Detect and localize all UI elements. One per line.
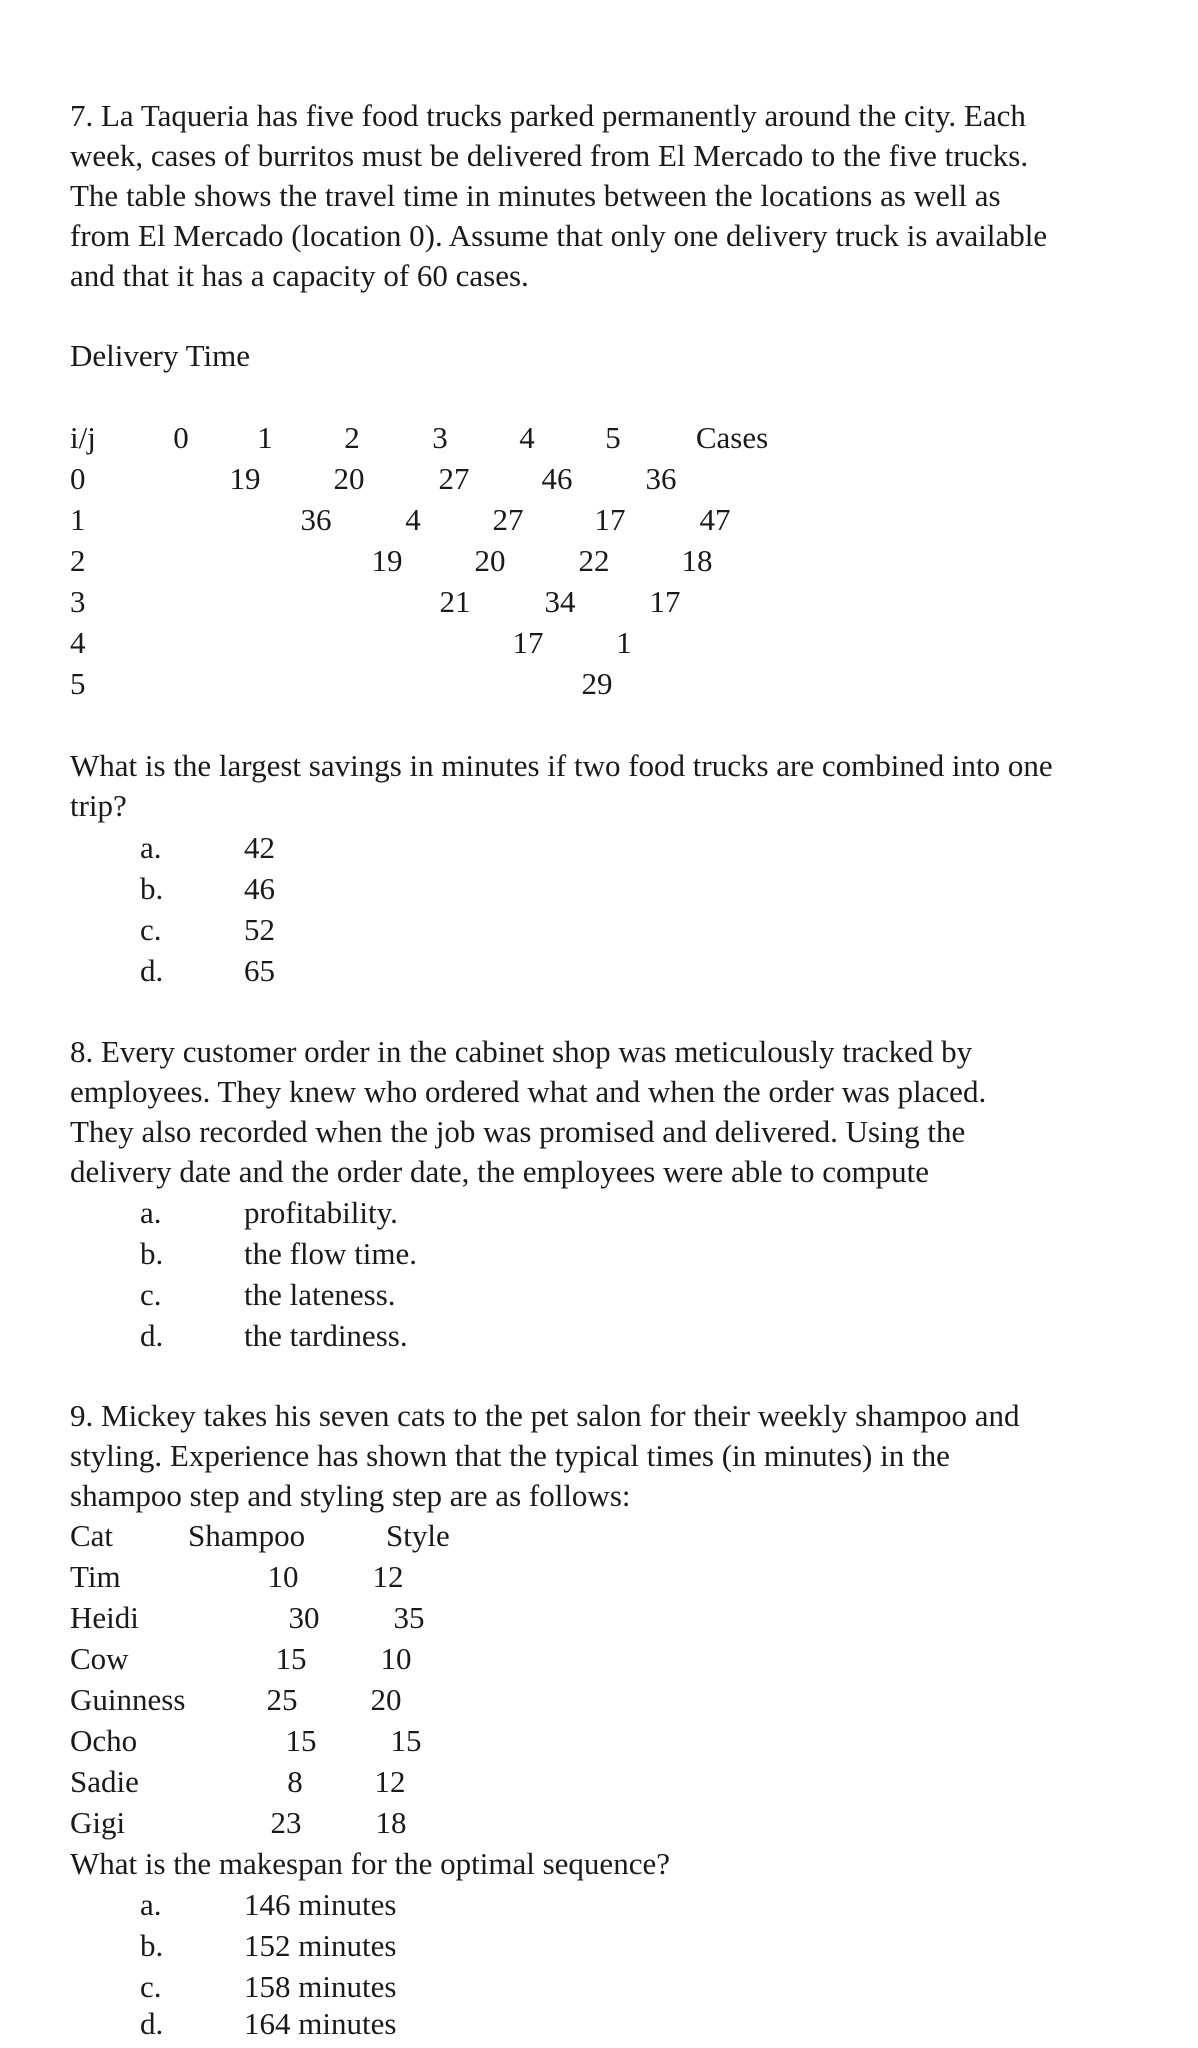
table-row-label: 5 bbox=[70, 666, 86, 701]
q8-line: They also recorded when the job was promised and delivered. Using the bbox=[70, 1114, 966, 1149]
option-text: 152 minutes bbox=[244, 1928, 397, 1963]
table-row-label: 2 bbox=[70, 543, 86, 578]
table-header-cell: 3 bbox=[432, 420, 448, 455]
cat-name: Tim bbox=[70, 1559, 121, 1594]
option-letter: a. bbox=[140, 830, 162, 865]
table-cell: 36 bbox=[645, 461, 677, 496]
table-header-cell: 2 bbox=[344, 420, 360, 455]
cat-style-time: 12 bbox=[374, 1764, 406, 1799]
table-cell: 17 bbox=[594, 502, 626, 537]
table-cell: 36 bbox=[300, 502, 332, 537]
option-letter: b. bbox=[140, 1236, 164, 1271]
cat-style-time: 20 bbox=[370, 1682, 402, 1717]
table-header-cell: Cases bbox=[695, 420, 769, 455]
option-text: 46 bbox=[244, 871, 275, 906]
cat-shampoo-time: 25 bbox=[266, 1682, 298, 1717]
option-letter: c. bbox=[140, 1969, 162, 2004]
option-letter: d. bbox=[140, 2006, 164, 2041]
cat-shampoo-time: 30 bbox=[288, 1600, 320, 1635]
option-text: the flow time. bbox=[244, 1236, 418, 1271]
option-text: the tardiness. bbox=[244, 1318, 408, 1353]
table-row-label: 0 bbox=[70, 461, 86, 496]
table-row-label: 4 bbox=[70, 625, 86, 660]
cat-name: Cow bbox=[70, 1641, 129, 1676]
q7-intro-line: from El Mercado (location 0). Assume that only one delivery truck is available bbox=[70, 218, 1048, 253]
table-cell: 1 bbox=[616, 625, 632, 660]
q9-line: styling. Experience has shown that the typical times (in minutes) in the bbox=[70, 1438, 950, 1473]
option-letter: a. bbox=[140, 1195, 162, 1230]
table-header-cell: 5 bbox=[605, 420, 621, 455]
table-header-cell: i/j bbox=[70, 420, 96, 455]
option-text: 164 minutes bbox=[244, 2006, 397, 2041]
cat-shampoo-time: 15 bbox=[275, 1641, 307, 1676]
option-text: 146 minutes bbox=[244, 1887, 397, 1922]
option-text: profitability. bbox=[244, 1195, 398, 1230]
option-text: 42 bbox=[244, 830, 275, 865]
cat-shampoo-time: 10 bbox=[267, 1559, 299, 1594]
cat-shampoo-time: 8 bbox=[287, 1764, 303, 1799]
cat-style-time: 10 bbox=[380, 1641, 412, 1676]
table-cell: 22 bbox=[578, 543, 610, 578]
table-row-label: 1 bbox=[70, 502, 86, 537]
table-title: Delivery Time bbox=[70, 338, 250, 373]
q8-line: employees. They knew who ordered what and when the order was placed. bbox=[70, 1074, 987, 1109]
cat-style-time: 35 bbox=[393, 1600, 425, 1635]
q9-line: 9. Mickey takes his seven cats to the pet salon for their weekly shampoo and bbox=[70, 1398, 1020, 1433]
table-header-cell: Cat bbox=[70, 1518, 114, 1553]
option-text: 158 minutes bbox=[244, 1969, 397, 2004]
q7-question-line: trip? bbox=[70, 788, 127, 823]
cat-name: Heidi bbox=[70, 1600, 139, 1635]
table-header-cell: 0 bbox=[173, 420, 189, 455]
table-cell: 21 bbox=[439, 584, 471, 619]
table-cell: 19 bbox=[371, 543, 403, 578]
option-letter: d. bbox=[140, 953, 164, 988]
option-letter: b. bbox=[140, 871, 164, 906]
table-cell: 19 bbox=[229, 461, 261, 496]
table-cell: 29 bbox=[581, 666, 613, 701]
cat-name: Ocho bbox=[70, 1723, 138, 1758]
q7-intro-line: 7. La Taqueria has five food trucks parked permanently around the city. Each bbox=[70, 98, 1026, 133]
table-cell: 17 bbox=[512, 625, 544, 660]
table-cell: 34 bbox=[544, 584, 576, 619]
q8-line: 8. Every customer order in the cabinet shop was meticulously tracked by bbox=[70, 1034, 973, 1069]
option-letter: b. bbox=[140, 1928, 164, 1963]
cat-style-time: 12 bbox=[372, 1559, 404, 1594]
table-header-cell: Shampoo bbox=[188, 1518, 306, 1553]
table-cell: 20 bbox=[474, 543, 506, 578]
option-text: 65 bbox=[244, 953, 275, 988]
option-text: the lateness. bbox=[244, 1277, 396, 1312]
cat-name: Guinness bbox=[70, 1682, 186, 1717]
cat-name: Gigi bbox=[70, 1805, 126, 1840]
table-cell: 27 bbox=[492, 502, 524, 537]
q9-line: shampoo step and styling step are as follows: bbox=[70, 1478, 631, 1513]
cat-shampoo-time: 23 bbox=[270, 1805, 302, 1840]
table-cell: 17 bbox=[649, 584, 681, 619]
table-cell: 46 bbox=[541, 461, 573, 496]
table-cell: 4 bbox=[405, 502, 421, 537]
q8-line: delivery date and the order date, the employees were able to compute bbox=[70, 1154, 930, 1189]
option-letter: c. bbox=[140, 1277, 162, 1312]
cat-name: Sadie bbox=[70, 1764, 139, 1799]
option-letter: a. bbox=[140, 1887, 162, 1922]
option-letter: d. bbox=[140, 1318, 164, 1353]
option-text: 52 bbox=[244, 912, 275, 947]
table-cell: 47 bbox=[699, 502, 731, 537]
q7-intro-line: week, cases of burritos must be delivered from El Mercado to the five trucks. bbox=[70, 138, 1029, 173]
q9-question: What is the makespan for the optimal sequence? bbox=[70, 1846, 670, 1881]
table-cell: 20 bbox=[333, 461, 365, 496]
q7-question-line: What is the largest savings in minutes if two food trucks are combined into one bbox=[70, 748, 1053, 783]
cat-style-time: 18 bbox=[375, 1805, 407, 1840]
cat-style-time: 15 bbox=[390, 1723, 422, 1758]
cat-shampoo-time: 15 bbox=[285, 1723, 317, 1758]
table-header-cell: 4 bbox=[519, 420, 535, 455]
table-cell: 18 bbox=[681, 543, 713, 578]
option-letter: c. bbox=[140, 912, 162, 947]
q7-intro-line: and that it has a capacity of 60 cases. bbox=[70, 258, 529, 293]
q7-intro-line: The table shows the travel time in minutes between the locations as well as bbox=[70, 178, 1001, 213]
table-cell: 27 bbox=[438, 461, 470, 496]
table-header-cell: 1 bbox=[257, 420, 273, 455]
table-row-label: 3 bbox=[70, 584, 86, 619]
table-header-cell: Style bbox=[386, 1518, 450, 1553]
